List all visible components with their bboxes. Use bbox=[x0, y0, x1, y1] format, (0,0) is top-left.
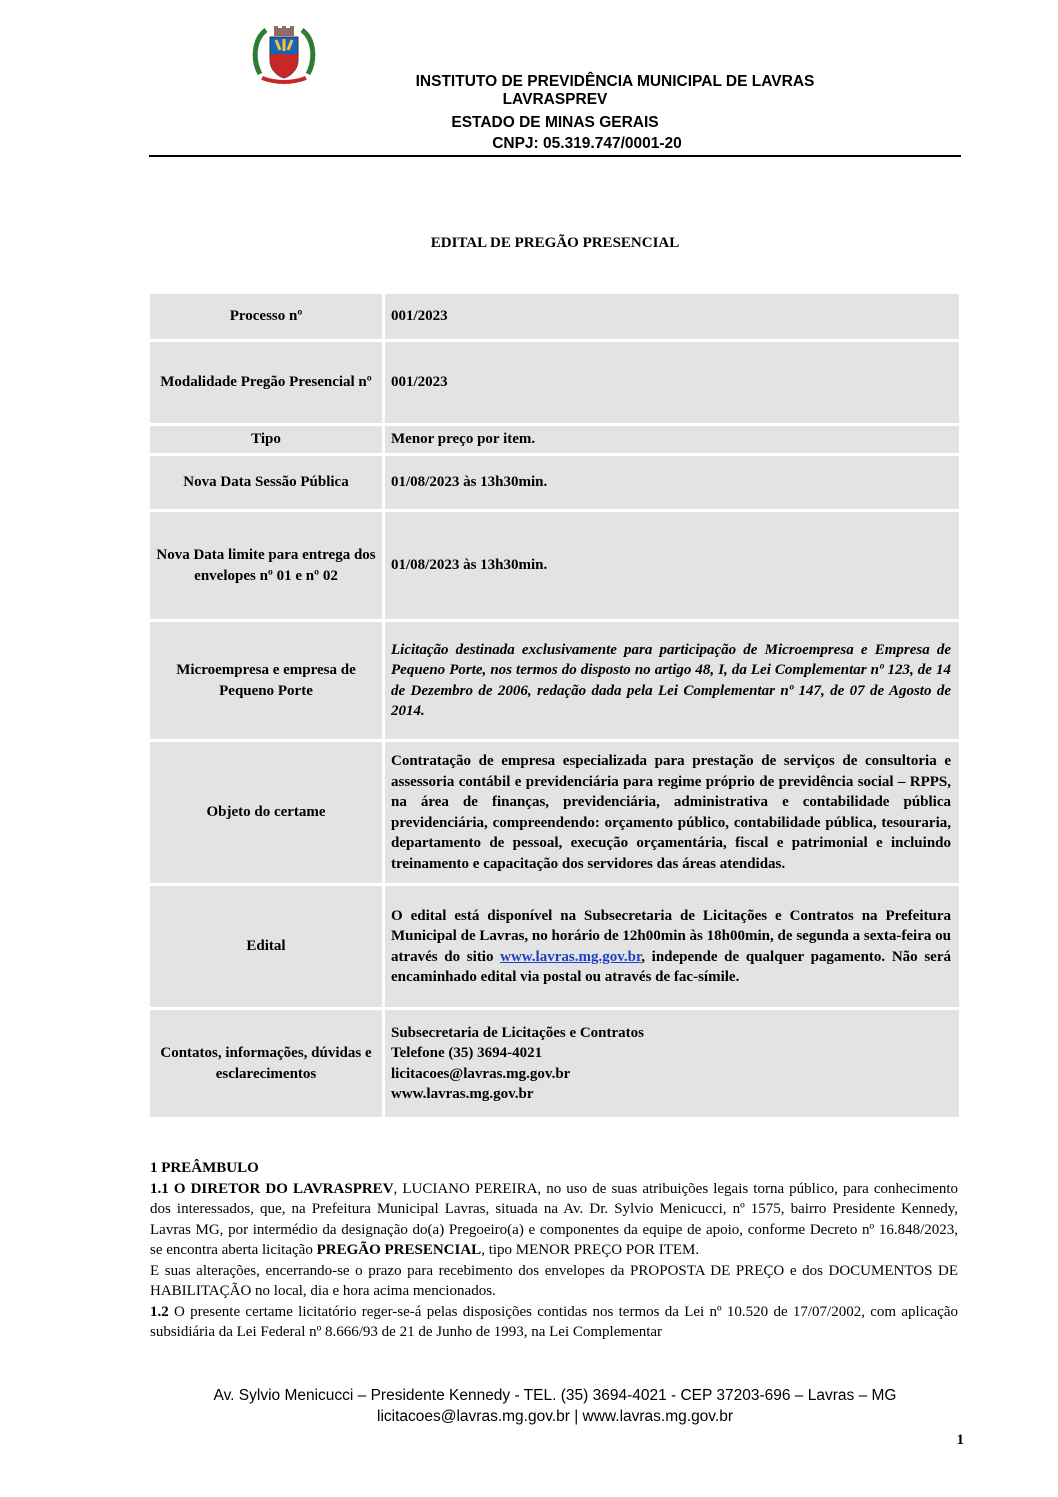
edital-info-table bbox=[150, 294, 959, 1120]
paragraph bbox=[150, 1179, 958, 1261]
paragraph bbox=[150, 1302, 958, 1343]
row-label: Microempresa e empresa de Pequeno Porte bbox=[150, 622, 385, 742]
paragraph-text: , LUCIANO PEREIRA, no uso de suas atribuições legais torna público, para conhecimento dos interessados, que, na Prefeitura Municipal Lavras, situada na Av. Dr. Sylvio Menicucci, nº 1575, bairro Presidente Kennedy, Lavras MG, por intermédio da designação do(a) Pregoeiro(a) e componentes da equipe de apoio, conforme Decreto nº 16.848/2023, se encontra aberta licitação bbox=[150, 1180, 958, 1258]
paragraph: E suas alterações, encerrando-se o prazo para recebimento dos envelopes da PROPOSTA DE PREÇO e dos DOCUMENTOS DE HABILITAÇÃO no local, dia e hora acima mencionados. bbox=[150, 1262, 958, 1299]
row-value: Menor preço por item. bbox=[385, 426, 959, 456]
row-label: Processo nº bbox=[150, 294, 385, 342]
contact-department: Subsecretaria de Licitações e Contratos bbox=[391, 1024, 645, 1041]
clause-number: 1.2 bbox=[150, 1303, 169, 1320]
director-title: O DIRETOR DO LAVRASPREV bbox=[173, 1180, 394, 1197]
contact-phone: Telefone (35) 3694-4021 bbox=[391, 1045, 543, 1061]
row-label: Edital bbox=[150, 886, 385, 1010]
institution-acronym: LAVRASPREV bbox=[502, 91, 608, 108]
row-label: Modalidade Pregão Presencial nº bbox=[150, 342, 385, 426]
paragraph-text: O presente certame licitatório reger-se-á pelas disposições contidas nos termos da Lei nº 10.520 de 17/07/2002, com aplicação subsidiária da Lei Federal nº 8.666/93 de 21 de Junho de 1993, na Lei Complementar bbox=[150, 1303, 958, 1340]
modality-name: PREGÃO PRESENCIAL bbox=[316, 1242, 482, 1258]
row-value: 001/2023 bbox=[385, 294, 959, 342]
contact-email: licitacoes@lavras.mg.gov.br bbox=[391, 1065, 571, 1082]
row-label: Nova Data limite para entrega dos envelopes nº 01 e nº 02 bbox=[150, 512, 385, 622]
table-row bbox=[150, 622, 959, 742]
edital-text-before: O edital está disponível na Subsecretaria de Licitações e Contratos na Prefeitura Municipal de Lavras, no horário de 12h00min às 18h00min, de segunda a sexta-feira ou através do sitio bbox=[391, 907, 951, 965]
page-number: 1 bbox=[956, 1432, 964, 1448]
row-label: Contatos, informações, dúvidas e esclarecimentos bbox=[150, 1010, 385, 1120]
row-value: 01/08/2023 às 13h30min. bbox=[385, 456, 959, 512]
table-row bbox=[150, 742, 959, 886]
row-value: Contratação de empresa especializada para prestação de serviços de consultoria e assessoria contábil e previdenciária para regime próprio de previdência social – RPPS, na área de finanças, previdenciária, administrativa e contabilidade pública previdenciária, compreendendo: orçamento público, contabilidade pública, tesouraria, departamento de pessoal, execução orçamentária, fiscal e patrimonial e incluindo treinamento e capacitação dos servidores das áreas atendidas. bbox=[385, 742, 959, 886]
row-value bbox=[385, 1010, 959, 1120]
table-row bbox=[150, 426, 959, 456]
preamble bbox=[150, 1158, 958, 1343]
edital-text-after: , independe de qualquer pagamento. Não será encaminhado edital via postal ou através de fac-símile. bbox=[391, 948, 951, 985]
footer-address: Av. Sylvio Menicucci – Presidente Kennedy - TEL. (35) 3694-4021 - CEP 37203-696 – Lavras – MG bbox=[213, 1387, 897, 1404]
table-row bbox=[150, 512, 959, 622]
clause-number: 1.1 bbox=[150, 1180, 169, 1197]
table-row bbox=[150, 456, 959, 512]
cnpj: CNPJ: 05.319.747/0001-20 bbox=[492, 135, 682, 152]
header-divider bbox=[149, 155, 961, 157]
institution-name: INSTITUTO DE PREVIDÊNCIA MUNICIPAL DE LAVRAS bbox=[415, 73, 815, 90]
paragraph-text: , tipo MENOR PREÇO POR ITEM. bbox=[481, 1242, 700, 1258]
row-value bbox=[385, 886, 959, 1010]
row-value: Licitação destinada exclusivamente para participação de Microempresa e Empresa de Pequeno Porte, nos termos do disposto no artigo 48, I, da Lei Complementar nº 123, de 14 de Dezembro de 2006, redação dada pela Lei Complementar nº 147, de 07 de Agosto de 2014. bbox=[385, 622, 959, 742]
row-label: Tipo bbox=[150, 426, 385, 456]
row-label: Nova Data Sessão Pública bbox=[150, 456, 385, 512]
row-value: 01/08/2023 às 13h30min. bbox=[385, 512, 959, 622]
row-label: Objeto do certame bbox=[150, 742, 385, 886]
table-row bbox=[150, 294, 959, 342]
footer-contacts: licitacoes@lavras.mg.gov.br | www.lavras.mg.gov.br bbox=[377, 1408, 733, 1425]
table-row bbox=[150, 886, 959, 1010]
contact-website: www.lavras.mg.gov.br bbox=[391, 1086, 534, 1102]
section-heading: 1 PREÂMBULO bbox=[150, 1160, 259, 1176]
table-row bbox=[150, 342, 959, 426]
website-link[interactable]: www.lavras.mg.gov.br bbox=[500, 948, 642, 965]
table-row bbox=[150, 1010, 959, 1120]
row-value: 001/2023 bbox=[385, 342, 959, 426]
document-title: EDITAL DE PREGÃO PRESENCIAL bbox=[430, 235, 680, 251]
state-name: ESTADO DE MINAS GERAIS bbox=[451, 114, 659, 131]
